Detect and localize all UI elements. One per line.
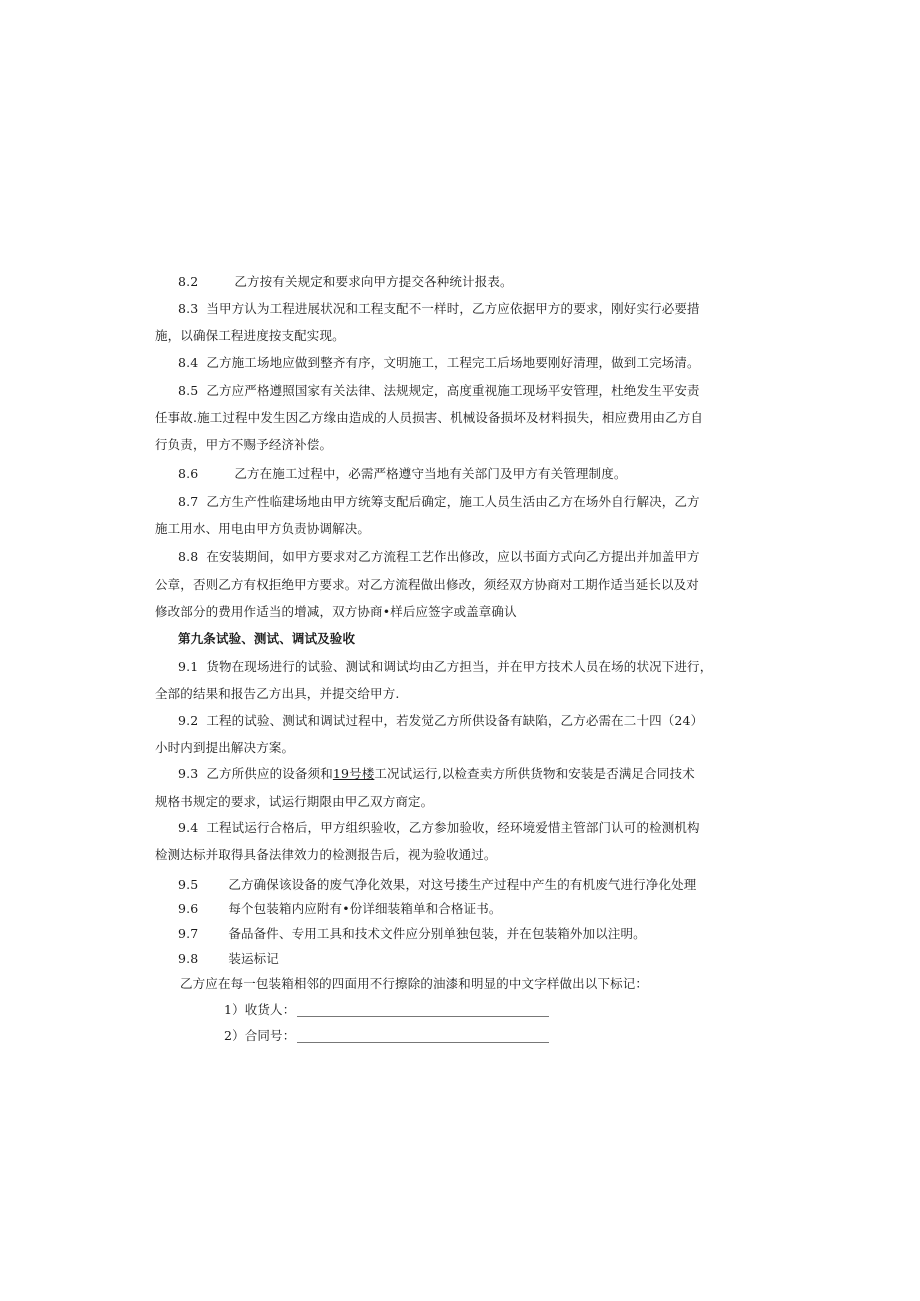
- clause-8-7-line2: 施工用水、用电由甲方负责协调解决。: [155, 521, 371, 536]
- clause-8-5: [178, 383, 700, 399]
- clause-8-5-line3: 行负责，甲方不赐予经济补偿。: [155, 437, 333, 452]
- clause-number: 9.2: [178, 713, 199, 728]
- clause-number: 8.2: [178, 274, 199, 289]
- clause-9-1: [178, 659, 712, 675]
- clause-text: 在安装期间，如甲方要求对乙方流程工艺作出修改，应以书面方式向乙方提出并加盖甲方: [206, 549, 700, 564]
- clause-text: 工程试运行合格后，甲方组织验收，乙方参加验收，经环境爱惜主管部门认可的检测机构: [206, 820, 700, 835]
- clause-9-2: [178, 713, 703, 729]
- clause-8-6: [178, 466, 627, 482]
- clause-number: 8.3: [178, 301, 199, 316]
- clause-8-4: [178, 355, 700, 371]
- clause-text: 乙方应严格遵照国家有关法律、法规规定，高度重视施工现场平安管理，杜绝发生平安责: [206, 383, 700, 398]
- clause-8-8: [178, 549, 700, 565]
- clause-9-4: [178, 820, 700, 836]
- clause-text: 乙方在施工过程中，必需严格遵守当地有关部门及甲方有关管理制度。: [234, 466, 627, 481]
- clause-9-3-line2: 规格书规定的要求，试运行期限由甲乙双方商定。: [155, 794, 434, 809]
- building-reference: 19号楼: [332, 766, 375, 781]
- clause-text: 装运标记: [228, 951, 279, 966]
- clause-9-7: [178, 926, 646, 942]
- clause-number: 8.5: [178, 383, 199, 398]
- clause-number: 9.1: [178, 659, 199, 674]
- clause-8-8-line3: 修改部分的费用作适当的增减，双方协商•样后应签字或盖章确认: [155, 604, 517, 619]
- clause-number: 9.4: [178, 820, 199, 835]
- consignee-label: 1）收货人：: [224, 1002, 296, 1017]
- clause-number: 9.3: [178, 766, 199, 781]
- contract-number-blank-line[interactable]: [297, 1042, 549, 1043]
- clause-text: 工程的试验、测试和调试过程中，若发觉乙方所供设备有缺陷，乙方必需在二十四（24）: [206, 713, 704, 728]
- clause-8-2: [178, 274, 513, 290]
- clause-text: 乙方施工场地应做到整齐有序，文明施工，工程完工后场地要刚好清理，做到工完场清。: [206, 355, 700, 370]
- clause-9-4-line2: 检测达标并取得具备法律效力的检测报告后，视为验收通过。: [155, 847, 497, 862]
- clause-number: 9.6: [178, 901, 199, 916]
- clause-text: 货物在现场进行的试验、测试和调试均由乙方担当，并在甲方技术人员在场的状况下进行，: [206, 659, 713, 674]
- clause-8-7: [178, 494, 700, 510]
- clause-text: 乙方按有关规定和要求向甲方提交各种统计报表。: [234, 274, 513, 289]
- clause-number: 9.7: [178, 926, 199, 941]
- clause-text: 乙方确保该设备的废气净化效果，对这号搂生产过程中产生的有机废气进行净化处理: [228, 877, 697, 892]
- clause-text: 备品备件、专用工具和技术文件应分别单独包装，并在包装箱外加以注明。: [228, 926, 646, 941]
- clause-9-3: [178, 766, 695, 782]
- clause-text: 工况试运行,以检查卖方所供货物和安装是否满足合同技术: [374, 766, 695, 781]
- clause-number: 9.5: [178, 877, 199, 892]
- clause-number: 9.8: [178, 951, 199, 966]
- article-9-heading: 第九条试验、测试、调试及验收: [178, 631, 356, 646]
- clause-text: 每个包装箱内应附有•份详细装箱单和合格证书。: [228, 901, 502, 916]
- clause-number: 8.7: [178, 494, 199, 509]
- clause-text: 当甲方认为工程进展状况和工程支配不一样时，乙方应依据甲方的要求，刚好实行必要措: [206, 301, 700, 316]
- clause-8-8-line2: 公章，否则乙方有权拒绝甲方要求。对乙方流程做出修改，须经双方协商对工期作适当延长以及对: [155, 577, 699, 592]
- clause-text: 乙方生产性临建场地由甲方统筹支配后确定，施工人员生活由乙方在场外自行解决，乙方: [206, 494, 700, 509]
- clause-9-5: [178, 877, 696, 893]
- clause-9-1-line2: 全部的结果和报告乙方出具，并提交给甲方.: [155, 686, 400, 701]
- contract-number-label: 2）合同号：: [224, 1028, 296, 1043]
- clause-9-2-line2: 小时内到提出解决方案。: [155, 740, 295, 755]
- marking-intro: 乙方应在每一包装箱相邻的四面用不行擦除的油漆和明显的中文字样做出以下标记：: [180, 976, 649, 991]
- clause-number: 8.6: [178, 466, 199, 481]
- clause-number: 8.4: [178, 355, 199, 370]
- clause-8-3-line2: 施，以确保工程进度按支配实现。: [155, 328, 345, 343]
- clause-8-5-line2: 任事故.施工过程中发生因乙方缘由造成的人员损害、机械设备损坏及材料损失，相应费用由乙方自: [155, 410, 704, 425]
- consignee-blank-line[interactable]: [297, 1016, 549, 1017]
- clause-9-6: [178, 901, 502, 917]
- clause-8-3: [178, 301, 700, 317]
- clause-number: 8.8: [178, 549, 199, 564]
- clause-text: 乙方所供应的设备须和: [206, 766, 333, 781]
- clause-9-8: [178, 951, 279, 967]
